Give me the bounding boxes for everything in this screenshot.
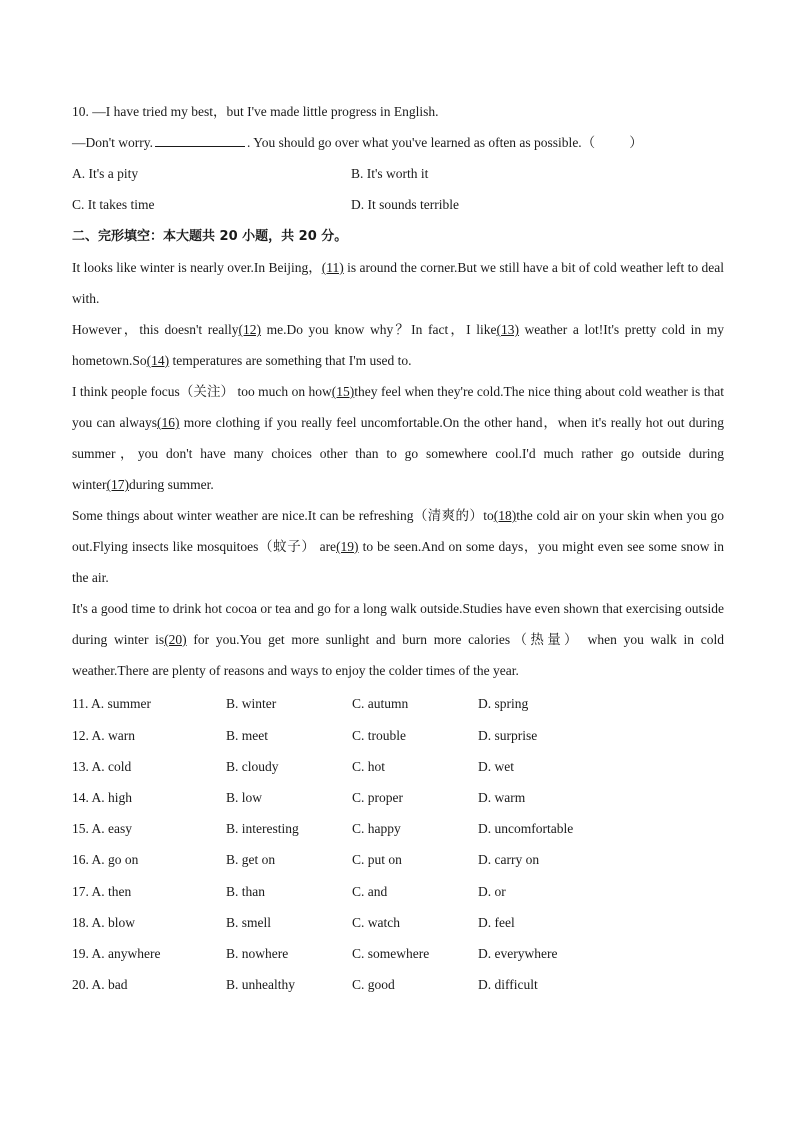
q10-option-b: B. It's worth it [351,166,429,181]
section-title: 二、完形填空：本大题共 20 小题，共 20 分。 [72,229,348,244]
cloze-passage [72,252,724,686]
q10-option-c: C. It takes time [72,197,155,212]
blank-11: (11) [321,260,344,275]
blank-15: (15) [331,384,355,399]
answer-blank [155,134,245,147]
q10-stem-text: 10. —I have tried my best，but I've made little progress in English. [72,104,439,119]
blank-20: (20) [164,632,187,647]
blank-13: (13) [496,322,519,337]
passage-paragraph-2: However，this doesn't really(12) me.Do you know why？In fact，I like(13) weather a lot!It's pretty cold in my hometown.So(14) temperatures are something that I'm used to. [72,322,724,368]
q10-option-a: A. It's a pity [72,166,139,181]
q10-stem [72,103,438,121]
blank-19: (19) [336,539,359,554]
blank-16: (16) [156,415,180,430]
passage-paragraph-1: It looks like winter is nearly over.In Beijing，(11) is around the corner.But we still have a bit of cold weather left to deal with. [72,260,724,306]
blank-14: (14) [146,353,170,368]
passage-paragraph-4: Some things about winter weather are nice.It can be refreshing（清爽的）to(18)the cold air on your skin when you go out.Flying insects like mosquitoes（蚊子） are(19) to be seen.And on some days，you might even see some snow in the air. [72,508,724,585]
blank-17: (17) [106,477,129,492]
passage-paragraph-3: I think people focus（关注） too much on how(15)they feel when they're cold.The nice thing about cold weather is that you can always(16) more clothing if you really feel uncomfortable.On the other hand，when it's really hot out during summer，you don't have many choices other than to go somewhere cool.I'd much rather go outside during winter(17)during summer. [72,384,724,492]
q10-reply-pre: —Don't worry. [72,135,154,150]
passage-paragraph-5: It's a good time to drink hot cocoa or tea and go for a long walk outside.Studies have even shown that exercising outside during winter is(20) for you.You get more sunlight and burn more calories（热量） when you walk in cold weather.There are plenty of reasons and ways to enjoy the colder times of the year. [72,601,724,678]
q10-reply-post: . You should go over what you've learned as often as possible.（ [247,135,596,150]
blank-18: (18) [493,508,517,523]
exam-page: 10. —I have tried my best，but I've made little progress in English. —Don't worry. . You should go over what you've learned as often as possible.（ ） A. It's a pity B. It's worth it C. It takes time D. It sounds terrible 二、完形填空：本大题共 20 小题，共 20 分。 It looks like winter is nearly over.In Beijing，(11) is around the corner.But we still have a bit of cold weather left to deal with. However，this doesn't really(12) me.Do you know why？In fact，I like(13) weather a lot!It's pretty cold in my hometown.So(14) temperatures are something that I'm used to. I think people focus（关注） too much on how(15)they feel when they're cold.The nice thing about cold weather is that you can always(16) more clothing if you really feel uncomfortable.On the other hand，when it's really hot out during summer，you don't have many choices other than to go somewhere cool.I'd much rather go outside during winter(17)during summer. Some things about winter weather are nice.It can be refreshing（清爽的）to(18)the cold air on your skin when you go out.Flying insects like mosquitoes（蚊子） are(19) to be seen.And on some days，you might even see some snow in the air. It's a good time to drink hot cocoa or tea and go for a long walk outside.Studies have even shown that exercising outside during winter is(20) for you.You get more sunlight and burn more calories（热量） when you walk in cold weather.There are plenty of reasons and ways to enjoy the colder times of the year. 11. A. summer B. winter C. autumn D. spring 12. A. warn B. meet C. trouble D. surprise 13. A. cold B. cloudy C. hot D. wet 14. A. high B. low C. proper D. warm 15. A. easy B. interesting C. happy D. uncomfortable 16. A. go on B. get on C. put on D. carry on 17. A. then B. than C. and D. or 18. A. blow B. smell C. watch D. feel 19. A. anywhere B. nowhere C. somewhere D. everywhere 20. A. bad B. unhealthy C. good D. difficult [72,104,724,992]
blank-12: (12) [238,322,261,337]
q10-reply [72,134,643,152]
q10-reply-end: ） [629,135,643,150]
q10-option-d: D. It sounds terrible [351,197,459,212]
